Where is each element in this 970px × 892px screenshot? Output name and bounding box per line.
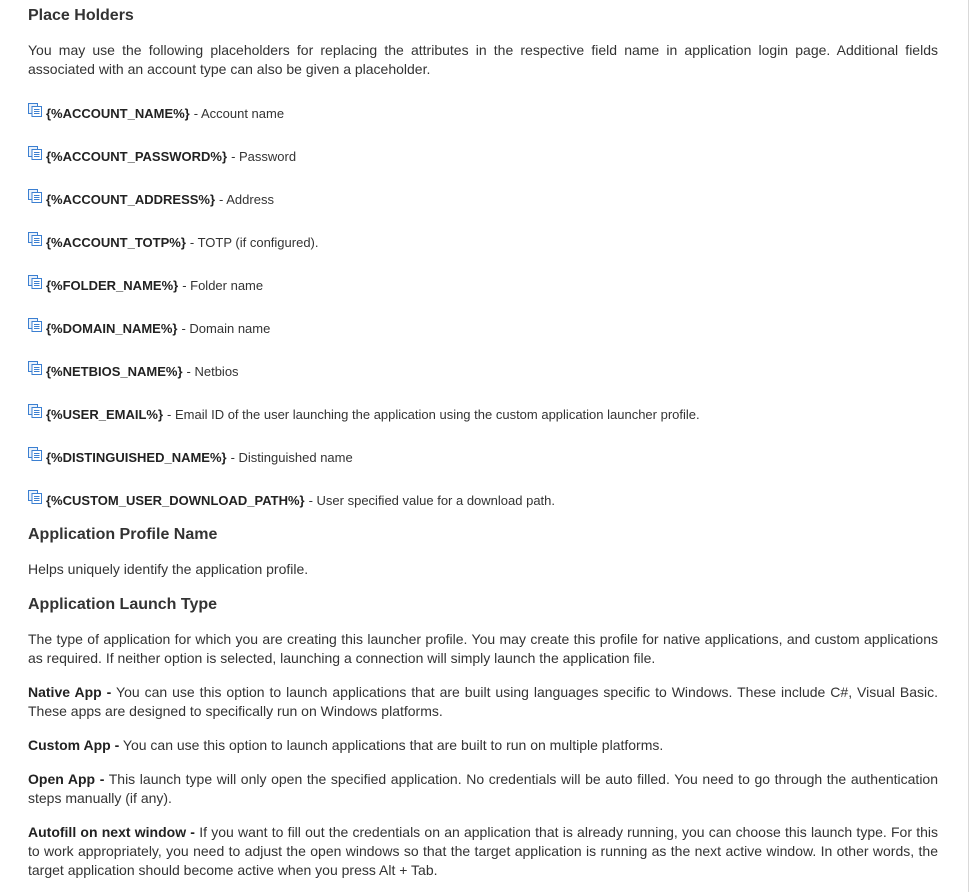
placeholder-code: {%ACCOUNT_TOTP%}	[46, 235, 186, 250]
launch-type-intro: The type of application for which you are creating this launcher profile. You may create this profile for native applications, and custom applications as required. If neither option is selected, launching a connection will simply launch the application file.	[28, 631, 938, 666]
placeholder-item-7	[28, 363, 938, 380]
launch-type-description: If you want to fill out the credentials on an application that is already running, you can choose this launch type. For this to work appropriately, you need to adjust the open windows so that the target application is running as the next active window. In other words, the target application should become active when you press Alt + Tab.	[28, 824, 939, 878]
copy-icon[interactable]	[28, 490, 42, 504]
placeholder-code: {%CUSTOM_USER_DOWNLOAD_PATH%}	[46, 493, 305, 508]
placeholder-description: - User specified value for a download path.	[308, 493, 556, 508]
copy-icon[interactable]	[28, 146, 42, 160]
profile-name-heading: Application Profile Name	[28, 526, 218, 543]
placeholder-code: {%ACCOUNT_ADDRESS%}	[46, 192, 216, 207]
placeholder-item-2	[28, 148, 938, 165]
placeholder-item-9	[28, 449, 938, 466]
placeholder-description: - Email ID of the user launching the application using the custom application launcher profile.	[167, 407, 700, 422]
placeholder-description: - Domain name	[181, 321, 271, 336]
copy-icon[interactable]	[28, 447, 42, 461]
launch-type-term: Custom App -	[28, 737, 120, 753]
launch-type-term: Open App -	[28, 771, 105, 787]
placeholder-description: - TOTP (if configured).	[189, 235, 319, 250]
placeholders-heading: Place Holders	[28, 7, 134, 24]
placeholder-item-6	[28, 320, 938, 337]
launch-type-term: Autofill on next window -	[28, 824, 195, 840]
launch-type-item-4	[28, 823, 938, 880]
right-border	[968, 0, 969, 892]
launch-type-description: You can use this option to launch applications that are built to run on multiple platforms.	[122, 737, 664, 753]
copy-icon[interactable]	[28, 232, 42, 246]
placeholder-code: {%USER_EMAIL%}	[46, 407, 164, 422]
placeholder-description: - Address	[219, 192, 274, 207]
placeholder-description: - Account name	[193, 106, 285, 121]
launch-type-heading: Application Launch Type	[28, 596, 218, 613]
help-content	[28, 0, 938, 880]
placeholder-description: - Password	[231, 149, 297, 164]
copy-icon[interactable]	[28, 318, 42, 332]
placeholder-description: - Netbios	[186, 364, 239, 379]
placeholder-code: {%FOLDER_NAME%}	[46, 278, 179, 293]
launch-type-item-3	[28, 770, 938, 808]
placeholder-item-5	[28, 277, 938, 294]
copy-icon[interactable]	[28, 404, 42, 418]
copy-icon[interactable]	[28, 275, 42, 289]
placeholder-description: - Folder name	[182, 278, 264, 293]
placeholder-list	[28, 105, 938, 509]
placeholder-item-8	[28, 406, 938, 423]
launch-type-description: You can use this option to launch applications that are built using languages specific to Windows. These include C#, Visual Basic. These apps are designed to specifically run on Windows platforms.	[28, 684, 939, 719]
placeholder-item-1	[28, 105, 938, 122]
copy-icon[interactable]	[28, 189, 42, 203]
launch-type-description: This launch type will only open the specified application. No credentials will be auto filled. You need to go through the authentication steps manually (if any).	[28, 771, 939, 806]
copy-icon[interactable]	[28, 103, 42, 117]
copy-icon[interactable]	[28, 361, 42, 375]
placeholder-code: {%NETBIOS_NAME%}	[46, 364, 183, 379]
placeholder-item-10	[28, 492, 938, 509]
placeholder-item-4	[28, 234, 938, 251]
placeholder-code: {%DOMAIN_NAME%}	[46, 321, 178, 336]
placeholder-code: {%ACCOUNT_NAME%}	[46, 106, 190, 121]
placeholder-code: {%DISTINGUISHED_NAME%}	[46, 450, 227, 465]
launch-type-term: Native App -	[28, 684, 112, 700]
placeholder-description: - Distinguished name	[230, 450, 353, 465]
profile-name-text: Helps uniquely identify the application profile.	[28, 561, 309, 577]
launch-type-item-2	[28, 736, 938, 755]
launch-type-item-1	[28, 683, 938, 721]
launch-type-list	[28, 683, 938, 880]
placeholder-item-3	[28, 191, 938, 208]
placeholders-intro: You may use the following placeholders for replacing the attributes in the respective field name in application login page. Additional fields associated with an account type can also be given a placeholder.	[28, 42, 938, 77]
placeholder-code: {%ACCOUNT_PASSWORD%}	[46, 149, 228, 164]
